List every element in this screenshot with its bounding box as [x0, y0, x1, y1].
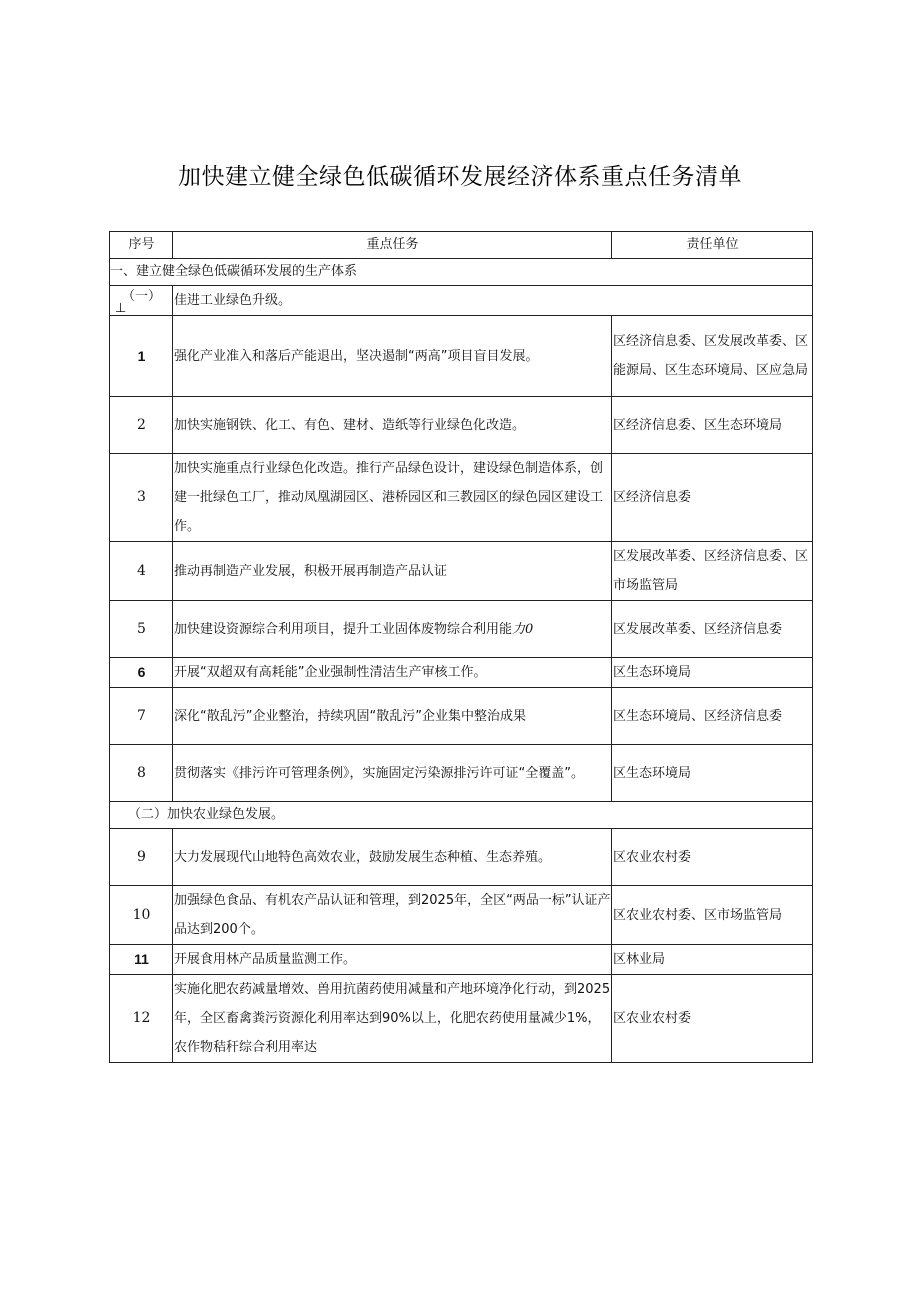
subsection-mark: ⊥ — [115, 300, 127, 316]
row-unit: 区林业局 — [612, 945, 813, 975]
table-row — [110, 397, 813, 454]
row-no: 5 — [110, 601, 173, 658]
table-row — [110, 542, 813, 601]
subsection-no-text: （一） — [121, 288, 161, 304]
document-title: 加快建立健全绿色低碳循环发展经济体系重点任务清单 — [178, 164, 742, 190]
subsection-no — [110, 286, 173, 316]
row-unit: 区生态环境局 — [612, 658, 813, 688]
subsection-title: 佳进工业绿色升级。 — [173, 286, 813, 316]
row-no: 1 — [110, 316, 173, 397]
table-row — [110, 688, 813, 745]
table-row — [110, 945, 813, 975]
row-unit: 区经济信息委、区发展改革委、区能源局、区生态环境局、区应急局 — [612, 316, 813, 397]
row-task: 深化“散乱污”企业整治，持续巩固“散乱污”企业集中整治成果 — [173, 688, 612, 745]
header-task: 重点任务 — [173, 232, 612, 259]
row-task: 开展食用林产品质量监测工作。 — [173, 945, 612, 975]
row-no: 7 — [110, 688, 173, 745]
row-task: 推动再制造产业发展，积极开展再制造产品认证 — [173, 542, 612, 601]
table-row — [110, 316, 813, 397]
row-task: 大力发展现代山地特色高效农业，鼓励发展生态种植、生态养殖。 — [173, 829, 612, 886]
row-task-text: 加快建设资源综合利用项目，提升工业固体废物综合利用能 — [174, 621, 513, 637]
row-no: 6 — [110, 658, 173, 688]
row-no: 10 — [110, 886, 173, 945]
table-row — [110, 601, 813, 658]
row-unit: 区经济信息委、区生态环境局 — [612, 397, 813, 454]
row-unit: 区发展改革委、区经济信息委、区市场监管局 — [612, 542, 813, 601]
table-row — [110, 886, 813, 945]
row-task: 加强绿色食品、有机农产品认证和管理，到2025年，全区“两品一标”认证产品达到200个。 — [173, 886, 612, 945]
row-task-tail: 力0 — [512, 621, 534, 637]
row-task: 加快实施钢铁、化工、有色、建材、造纸等行业绿色化改造。 — [173, 397, 612, 454]
row-no: 4 — [110, 542, 173, 601]
table-row — [110, 745, 813, 802]
row-task: 实施化肥农药减量增效、兽用抗菌药使用减量和产地环境净化行动，到2025年，全区畜禽粪污资源化利用率达到90%以上，化肥农药使用量减少1%，农作物秸秆综合利用率达 — [173, 975, 612, 1063]
table-row — [110, 829, 813, 886]
subsection-row — [110, 286, 813, 316]
row-unit: 区农业农村委 — [612, 829, 813, 886]
table-row — [110, 658, 813, 688]
section-title: 一、建立健全绿色低碳循环发展的生产体系 — [110, 259, 813, 286]
section-title: （二）加快农业绿色发展。 — [110, 802, 813, 829]
row-no: 9 — [110, 829, 173, 886]
row-no: 2 — [110, 397, 173, 454]
row-no: 11 — [110, 945, 173, 975]
row-task: 开展“双超双有高耗能”企业强制性清洁生产审核工作。 — [173, 658, 612, 688]
table-row — [110, 975, 813, 1063]
row-no: 8 — [110, 745, 173, 802]
section-row — [110, 259, 813, 286]
row-task: 强化产业准入和落后产能退出，坚决遏制“两高”项目盲目发展。 — [173, 316, 612, 397]
row-unit: 区生态环境局、区经济信息委 — [612, 688, 813, 745]
task-table — [109, 231, 813, 1063]
row-task: 加快实施重点行业绿色化改造。推行产品绿色设计，建设绿色制造体系，创建一批绿色工厂，推动凤凰湖园区、港桥园区和三教园区的绿色园区建设工作。 — [173, 454, 612, 542]
table-row — [110, 454, 813, 542]
table-header-row — [110, 232, 813, 259]
row-no: 3 — [110, 454, 173, 542]
row-task — [173, 601, 612, 658]
row-task: 贯彻落实《排污许可管理条例》，实施固定污染源排污许可证“全覆盖”。 — [173, 745, 612, 802]
row-unit: 区经济信息委 — [612, 454, 813, 542]
row-unit: 区农业农村委、区市场监管局 — [612, 886, 813, 945]
row-unit: 区生态环境局 — [612, 745, 813, 802]
section-row — [110, 802, 813, 829]
row-no: 12 — [110, 975, 173, 1063]
header-unit: 责任单位 — [612, 232, 813, 259]
header-no: 序号 — [110, 232, 173, 259]
row-unit: 区发展改革委、区经济信息委 — [612, 601, 813, 658]
row-unit: 区农业农村委 — [612, 975, 813, 1063]
